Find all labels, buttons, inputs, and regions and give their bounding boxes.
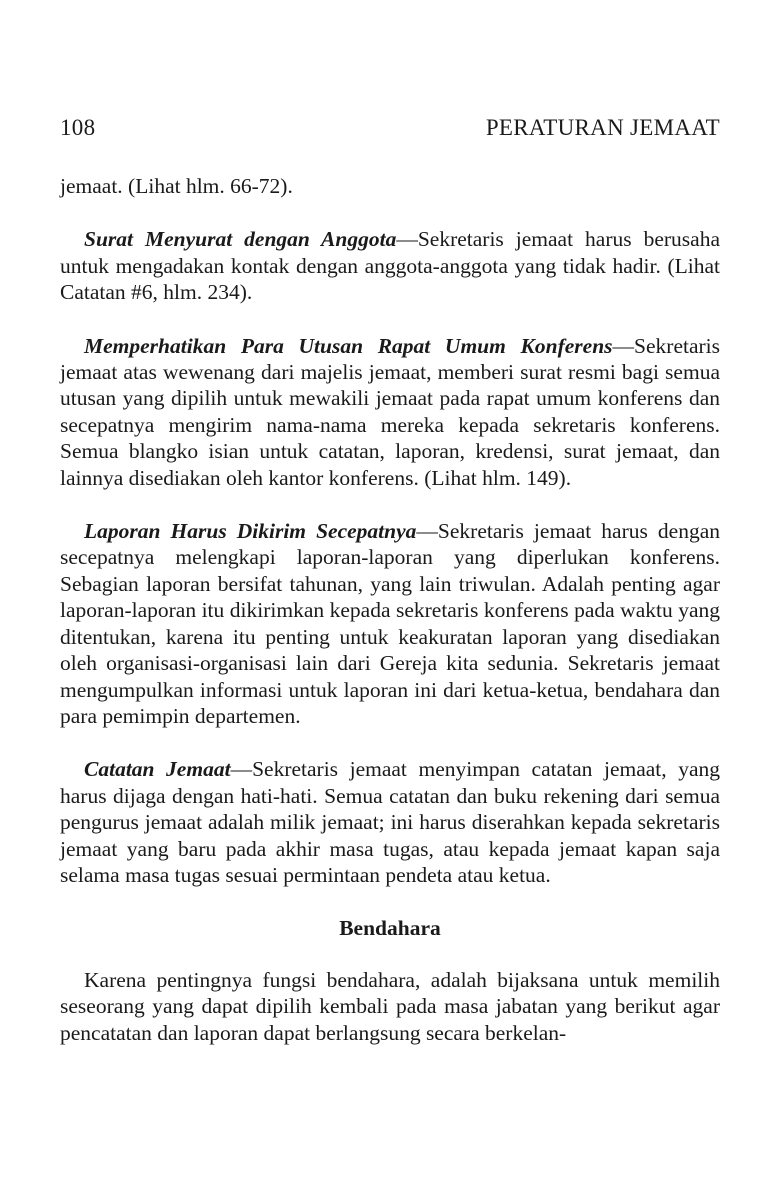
page-number: 108 [60, 115, 96, 140]
paragraph-bendahara [60, 967, 720, 1046]
running-title: PERATURAN JEMAAT [485, 115, 720, 140]
body-text [60, 173, 720, 1073]
paragraph-text: —Sekretaris jemaat harus berusaha untuk mengadakan kontak dengan anggota-anggota yang tidak hadir. (Lihat Catatan #6, hlm. 234). [60, 227, 720, 305]
paragraph-surat-menyurat [60, 226, 720, 305]
section-heading: Bendahara [339, 916, 441, 941]
paragraph-text: Karena pentingnya fungsi bendahara, adalah bijaksana untuk memilih seseorang yang dapat dipilih kembali pada masa jabatan yang berikut agar pencatatan dan laporan dapat berlangsung secara berkelan- [60, 967, 720, 1045]
run-in-heading: Memperhatikan Para Utusan Rapat Umum Konferens [84, 333, 613, 358]
paragraph-text: —Sekretaris jemaat harus dengan secepatnya melengkapi laporan-laporan yang diperlukan konferens. Sebagian laporan bersifat tahunan, yang lain triwulan. Adalah penting agar laporan-laporan itu dikirimkan kepada sekretaris konferens pada waktu yang ditentukan, karena itu penting untuk keakuratan laporan yang disediakan oleh organisasi-organisasi lain dari Gereja kita sedunia. Sekretaris jemaat mengumpulkan informasi untuk laporan ini dari ketua-ketua, bendahara dan para pemimpin departemen. [60, 519, 721, 728]
paragraph-continuation [60, 173, 720, 199]
run-in-heading: Laporan Harus Dikirim Secepatnya [84, 519, 417, 544]
paragraph-text: —Sekretaris jemaat menyimpan catatan jemaat, yang harus dijaga dengan hati-hati. Semua catatan dan buku rekening dari semua pengurus jemaat adalah milik jemaat; ini harus diserahkan kepada sekretaris jemaat yang baru pada akhir masa tugas, atau kepada jemaat kapan saja selama masa tugas sesuai permintaan pendeta atau ketua. [60, 757, 721, 887]
run-in-heading: Surat Menyurat dengan Anggota [84, 227, 397, 252]
paragraph-catatan-jemaat [60, 756, 720, 888]
run-in-heading: Catatan Jemaat [84, 757, 231, 782]
paragraph-laporan [60, 518, 720, 729]
paragraph-utusan-rapat [60, 333, 720, 491]
paragraph-text: jemaat. (Lihat hlm. 66-72). [60, 174, 293, 198]
paragraph-text: —Sekretaris jemaat atas wewenang dari majelis jemaat, memberi surat resmi bagi semua utusan yang dipilih untuk mewakili jemaat pada rapat umum konferens dan secepatnya mengirim nama-nama mereka kepada sekretaris konferens. Semua blangko isian untuk catatan, laporan, kredensi, surat jemaat, dan lainnya disediakan oleh kantor konferens. (Lihat hlm. 149). [60, 333, 720, 490]
